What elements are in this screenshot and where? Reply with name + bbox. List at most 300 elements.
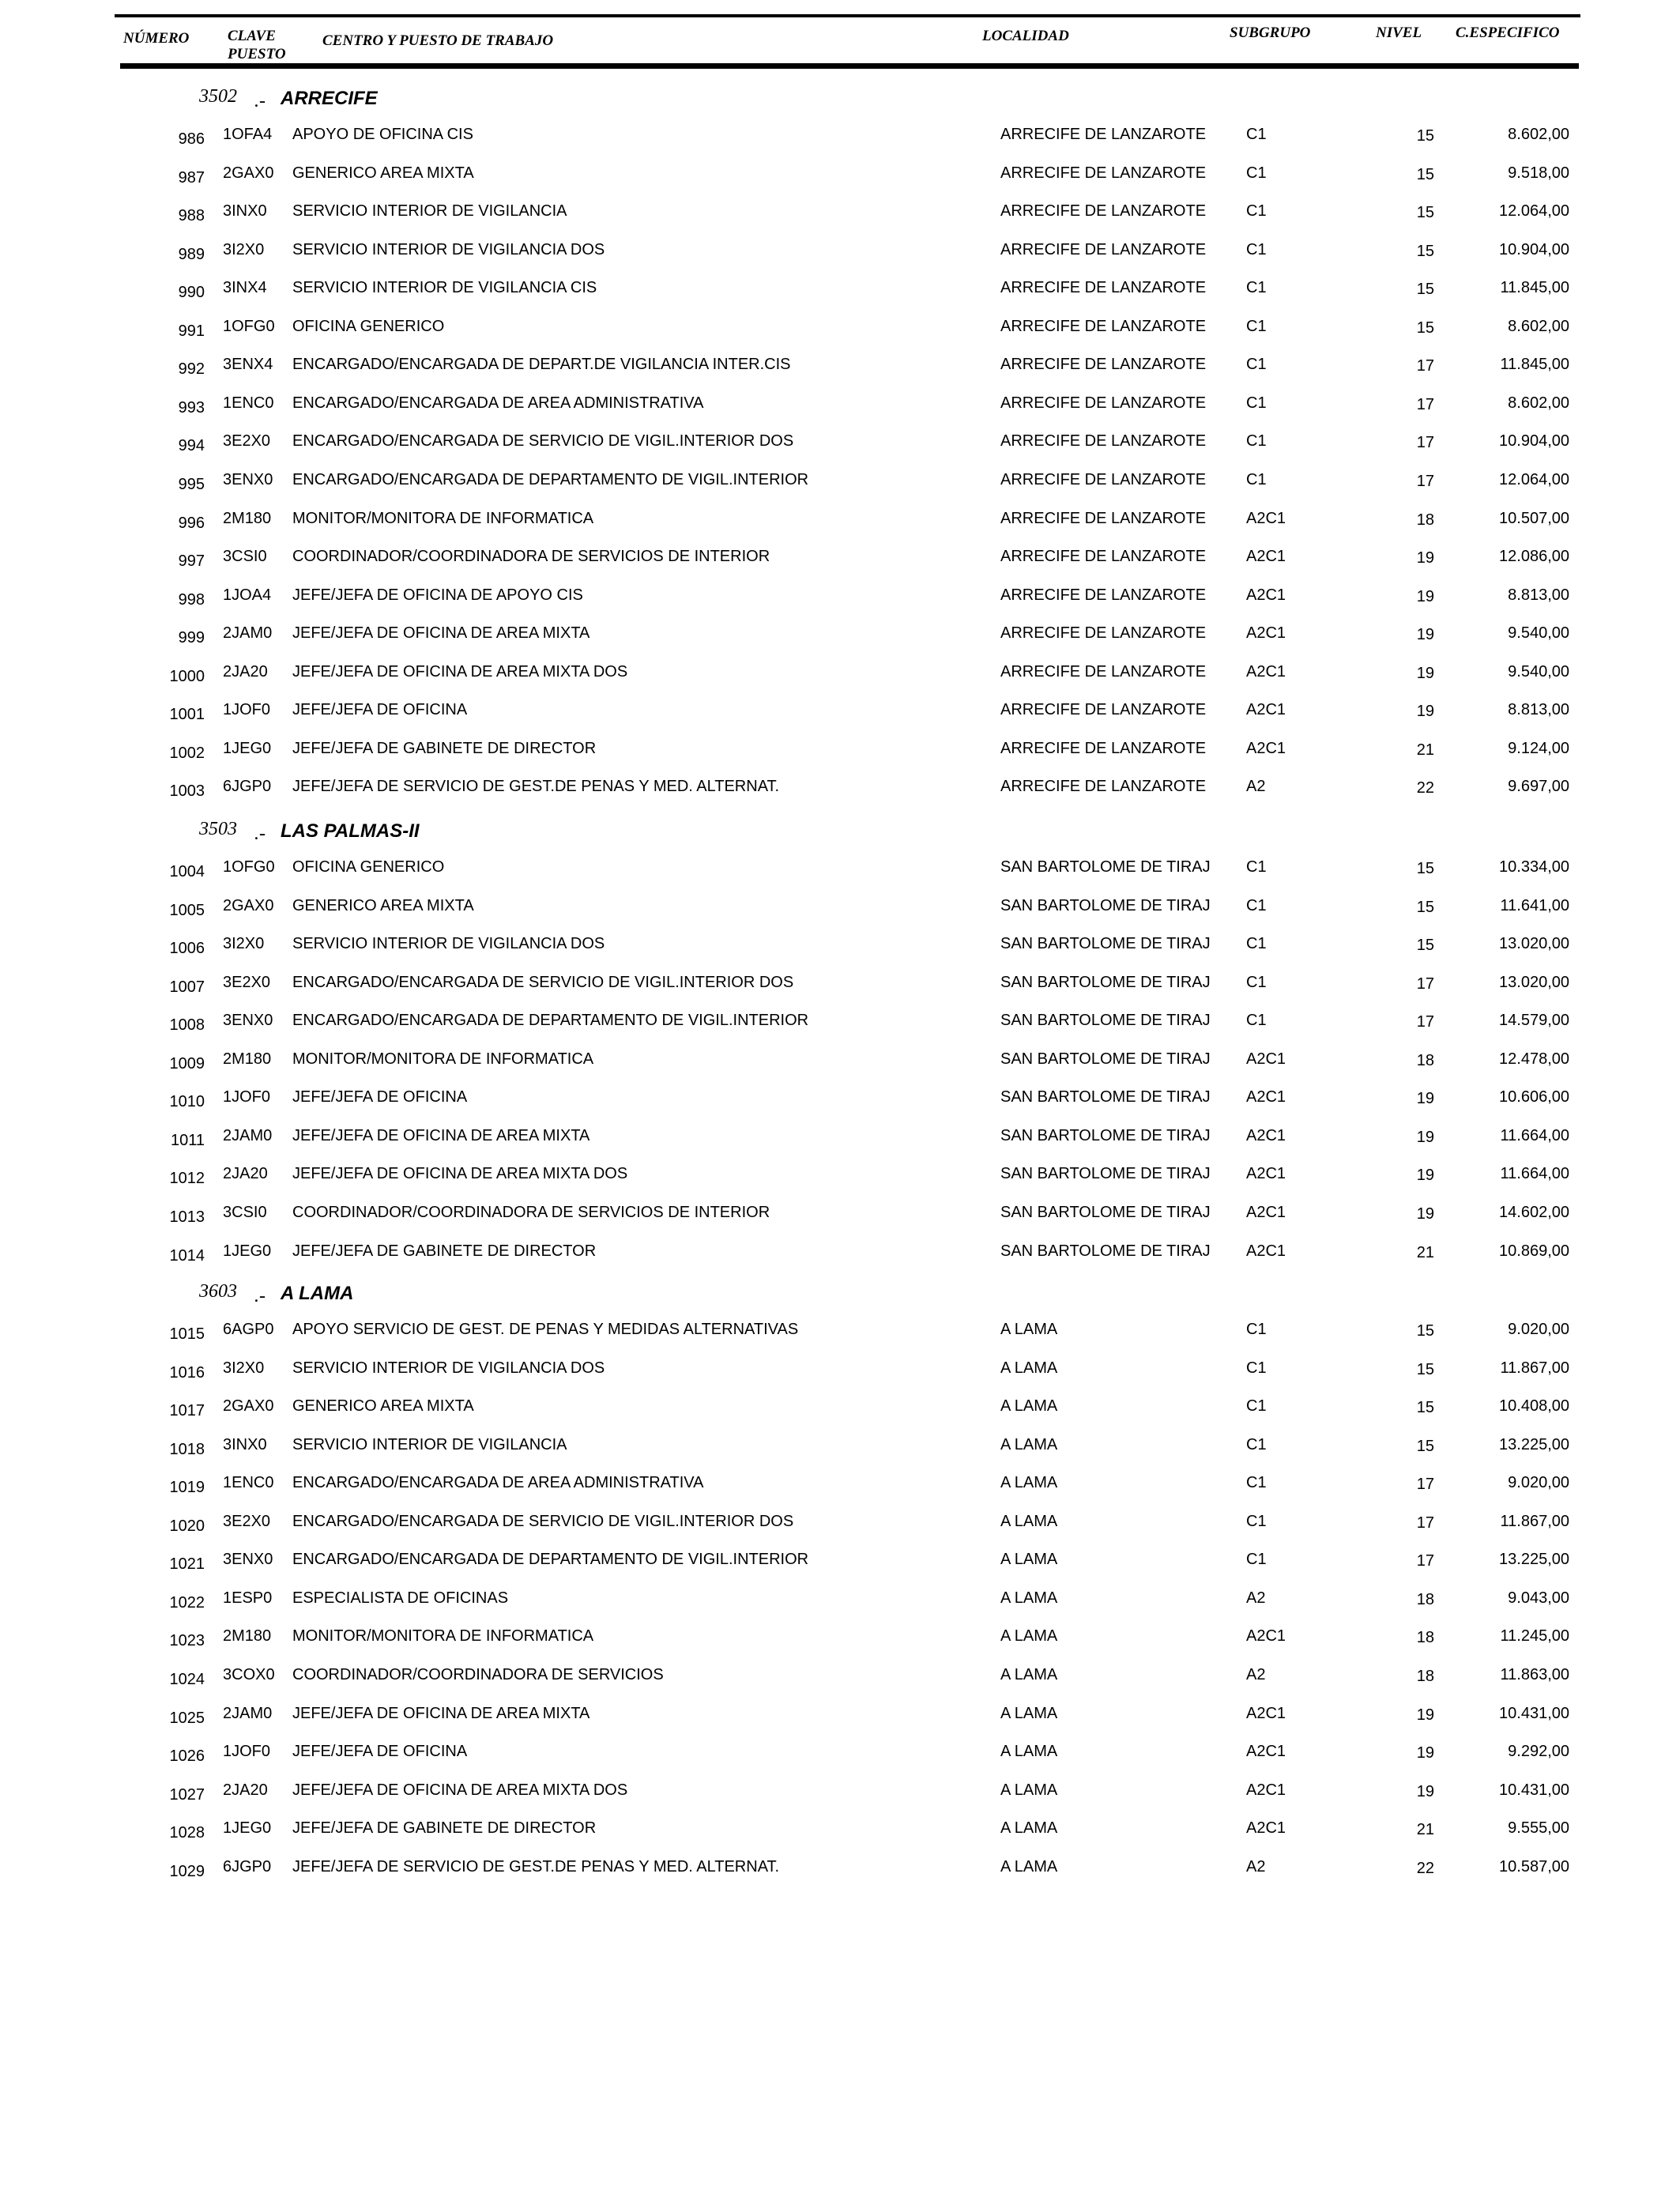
row-numero: 1021 bbox=[169, 1555, 205, 1573]
row-clave: 2M180 bbox=[223, 1050, 272, 1068]
col-header-clave-line2: PUESTO bbox=[228, 46, 286, 62]
row-localidad: SAN BARTOLOME DE TIRAJ bbox=[1000, 1204, 1211, 1221]
col-header-nivel: NIVEL bbox=[1376, 25, 1422, 41]
row-nivel: 21 bbox=[1416, 1821, 1434, 1838]
table-row bbox=[0, 974, 1680, 1008]
row-numero: 987 bbox=[178, 169, 205, 187]
row-especifico: 9.697,00 bbox=[1508, 778, 1569, 795]
row-descripcion: APOYO DE OFICINA CIS bbox=[292, 126, 473, 143]
table-row bbox=[0, 471, 1680, 506]
row-numero: 1023 bbox=[169, 1632, 205, 1649]
row-descripcion: SERVICIO INTERIOR DE VIGILANCIA DOS bbox=[292, 935, 605, 952]
row-nivel: 17 bbox=[1416, 357, 1434, 375]
row-especifico: 14.602,00 bbox=[1499, 1204, 1569, 1221]
table-row bbox=[0, 1127, 1680, 1162]
row-localidad: ARRECIFE DE LANZAROTE bbox=[1000, 318, 1207, 335]
row-especifico: 11.867,00 bbox=[1500, 1359, 1569, 1377]
row-subgrupo: A2C1 bbox=[1246, 548, 1286, 565]
row-subgrupo: A2C1 bbox=[1246, 1743, 1286, 1760]
row-especifico: 8.602,00 bbox=[1508, 318, 1569, 335]
table-row bbox=[0, 241, 1680, 276]
row-nivel: 19 bbox=[1416, 1783, 1434, 1800]
table-row bbox=[0, 1321, 1680, 1355]
row-especifico: 9.020,00 bbox=[1508, 1474, 1569, 1491]
row-subgrupo: C1 bbox=[1246, 858, 1267, 876]
row-numero: 1007 bbox=[169, 978, 205, 996]
row-nivel: 17 bbox=[1416, 396, 1434, 413]
col-header-clave-line1: CLAVE bbox=[228, 28, 276, 44]
row-clave: 3I2X0 bbox=[223, 935, 265, 952]
row-clave: 3INX0 bbox=[223, 1436, 267, 1453]
row-nivel: 15 bbox=[1416, 1361, 1434, 1378]
row-descripcion: JEFE/JEFA DE OFICINA DE AREA MIXTA bbox=[292, 624, 590, 642]
row-subgrupo: A2 bbox=[1246, 778, 1266, 795]
row-clave: 1ENC0 bbox=[223, 1474, 274, 1491]
row-numero: 1009 bbox=[169, 1055, 205, 1072]
row-localidad: ARRECIFE DE LANZAROTE bbox=[1000, 126, 1207, 143]
row-subgrupo: A2C1 bbox=[1246, 1088, 1286, 1106]
row-descripcion: ENCARGADO/ENCARGADA DE AREA ADMINISTRATIVA bbox=[292, 1474, 704, 1491]
row-subgrupo: C1 bbox=[1246, 1321, 1267, 1338]
row-nivel: 15 bbox=[1416, 243, 1434, 260]
row-nivel: 21 bbox=[1416, 1244, 1434, 1261]
row-descripcion: ENCARGADO/ENCARGADA DE SERVICIO DE VIGIL.INTERIOR DOS bbox=[292, 432, 794, 450]
row-especifico: 11.863,00 bbox=[1500, 1666, 1569, 1683]
row-descripcion: JEFE/JEFA DE SERVICIO DE GEST.DE PENAS Y MED. ALTERNAT. bbox=[292, 778, 780, 795]
row-descripcion: MONITOR/MONITORA DE INFORMATICA bbox=[292, 1050, 594, 1068]
row-localidad: A LAMA bbox=[1000, 1743, 1058, 1760]
row-descripcion: JEFE/JEFA DE SERVICIO DE GEST.DE PENAS Y MED. ALTERNAT. bbox=[292, 1858, 780, 1875]
row-subgrupo: A2C1 bbox=[1246, 1050, 1286, 1068]
row-descripcion: ENCARGADO/ENCARGADA DE DEPARTAMENTO DE VIGIL.INTERIOR bbox=[292, 1551, 809, 1568]
row-descripcion: JEFE/JEFA DE OFICINA DE APOYO CIS bbox=[292, 586, 583, 604]
row-localidad: SAN BARTOLOME DE TIRAJ bbox=[1000, 935, 1211, 952]
row-numero: 1018 bbox=[169, 1441, 205, 1458]
col-header-localidad: LOCALIDAD bbox=[982, 28, 1069, 44]
row-clave: 3I2X0 bbox=[223, 1359, 265, 1377]
table-row bbox=[0, 126, 1680, 160]
row-clave: 2JAM0 bbox=[223, 1705, 273, 1722]
table-row bbox=[0, 279, 1680, 314]
table-row bbox=[0, 1858, 1680, 1893]
row-localidad: ARRECIFE DE LANZAROTE bbox=[1000, 624, 1207, 642]
row-localidad: A LAMA bbox=[1000, 1627, 1058, 1645]
row-numero: 997 bbox=[178, 552, 205, 570]
row-clave: 1ESP0 bbox=[223, 1589, 273, 1607]
row-especifico: 9.124,00 bbox=[1508, 740, 1569, 757]
section-name: ARRECIFE bbox=[281, 88, 378, 109]
row-numero: 1008 bbox=[169, 1016, 205, 1034]
table-row bbox=[0, 740, 1680, 775]
row-especifico: 12.478,00 bbox=[1499, 1050, 1569, 1068]
section-code: 3503 bbox=[199, 819, 237, 839]
row-especifico: 10.606,00 bbox=[1499, 1088, 1569, 1106]
row-especifico: 9.555,00 bbox=[1508, 1819, 1569, 1837]
row-subgrupo: A2C1 bbox=[1246, 663, 1286, 680]
row-subgrupo: A2C1 bbox=[1246, 1627, 1286, 1645]
row-nivel: 15 bbox=[1416, 1322, 1434, 1340]
row-clave: 3E2X0 bbox=[223, 974, 271, 991]
row-nivel: 17 bbox=[1416, 434, 1434, 451]
row-nivel: 22 bbox=[1416, 1860, 1434, 1877]
row-clave: 2JA20 bbox=[223, 1781, 268, 1799]
row-clave: 2JA20 bbox=[223, 663, 268, 680]
row-clave: 1JOF0 bbox=[223, 1743, 271, 1760]
row-localidad: ARRECIFE DE LANZAROTE bbox=[1000, 471, 1207, 488]
row-especifico: 9.043,00 bbox=[1508, 1589, 1569, 1607]
row-localidad: ARRECIFE DE LANZAROTE bbox=[1000, 432, 1207, 450]
row-clave: 1JOA4 bbox=[223, 586, 272, 604]
table-row bbox=[0, 1551, 1680, 1585]
row-localidad: SAN BARTOLOME DE TIRAJ bbox=[1000, 974, 1211, 991]
row-nivel: 19 bbox=[1416, 703, 1434, 720]
row-especifico: 12.064,00 bbox=[1499, 471, 1569, 488]
row-numero: 998 bbox=[178, 591, 205, 609]
row-numero: 994 bbox=[178, 437, 205, 454]
row-descripcion: COORDINADOR/COORDINADORA DE SERVICIOS DE INTERIOR bbox=[292, 1204, 770, 1221]
row-descripcion: ENCARGADO/ENCARGADA DE AREA ADMINISTRATIVA bbox=[292, 394, 704, 412]
row-descripcion: JEFE/JEFA DE OFICINA DE AREA MIXTA DOS bbox=[292, 1165, 628, 1182]
row-subgrupo: A2C1 bbox=[1246, 510, 1286, 527]
row-nivel: 15 bbox=[1416, 281, 1434, 298]
row-descripcion: MONITOR/MONITORA DE INFORMATICA bbox=[292, 510, 594, 527]
table-row bbox=[0, 1627, 1680, 1662]
row-localidad: A LAMA bbox=[1000, 1551, 1058, 1568]
table-row bbox=[0, 1474, 1680, 1509]
row-numero: 1026 bbox=[169, 1747, 205, 1765]
row-subgrupo: A2C1 bbox=[1246, 1127, 1286, 1144]
row-descripcion: JEFE/JEFA DE OFICINA bbox=[292, 1088, 468, 1106]
row-nivel: 18 bbox=[1416, 1052, 1434, 1069]
row-descripcion: SERVICIO INTERIOR DE VIGILANCIA DOS bbox=[292, 1359, 605, 1377]
row-localidad: ARRECIFE DE LANZAROTE bbox=[1000, 548, 1207, 565]
row-localidad: SAN BARTOLOME DE TIRAJ bbox=[1000, 1127, 1211, 1144]
row-clave: 3COX0 bbox=[223, 1666, 275, 1683]
row-especifico: 13.225,00 bbox=[1499, 1551, 1569, 1568]
table-row bbox=[0, 1743, 1680, 1777]
row-descripcion: JEFE/JEFA DE GABINETE DE DIRECTOR bbox=[292, 1242, 597, 1260]
row-especifico: 8.602,00 bbox=[1508, 126, 1569, 143]
row-localidad: ARRECIFE DE LANZAROTE bbox=[1000, 279, 1207, 296]
row-especifico: 14.579,00 bbox=[1499, 1012, 1569, 1029]
row-descripcion: SERVICIO INTERIOR DE VIGILANCIA bbox=[292, 1436, 567, 1453]
row-clave: 3ENX0 bbox=[223, 1012, 273, 1029]
section-title bbox=[0, 817, 1680, 849]
section-code: 3603 bbox=[199, 1281, 237, 1302]
row-especifico: 10.431,00 bbox=[1499, 1781, 1569, 1799]
row-subgrupo: A2C1 bbox=[1246, 586, 1286, 604]
row-descripcion: JEFE/JEFA DE GABINETE DE DIRECTOR bbox=[292, 1819, 597, 1837]
row-clave: 3E2X0 bbox=[223, 432, 271, 450]
table-row bbox=[0, 586, 1680, 621]
row-subgrupo: C1 bbox=[1246, 1513, 1267, 1530]
row-especifico: 13.225,00 bbox=[1499, 1436, 1569, 1453]
row-especifico: 10.869,00 bbox=[1499, 1242, 1569, 1260]
row-nivel: 17 bbox=[1416, 1013, 1434, 1031]
row-subgrupo: C1 bbox=[1246, 1359, 1267, 1377]
row-nivel: 18 bbox=[1416, 1591, 1434, 1608]
row-subgrupo: C1 bbox=[1246, 1474, 1267, 1491]
row-nivel: 15 bbox=[1416, 860, 1434, 877]
row-numero: 1004 bbox=[169, 863, 205, 880]
row-clave: 2JAM0 bbox=[223, 1127, 273, 1144]
col-header-especifico: C.ESPECIFICO bbox=[1456, 25, 1560, 41]
section-separator: .- bbox=[254, 1286, 266, 1306]
table-row bbox=[0, 510, 1680, 545]
row-localidad: A LAMA bbox=[1000, 1513, 1058, 1530]
row-subgrupo: C1 bbox=[1246, 1397, 1267, 1415]
row-descripcion: ENCARGADO/ENCARGADA DE SERVICIO DE VIGIL.INTERIOR DOS bbox=[292, 974, 794, 991]
row-especifico: 10.334,00 bbox=[1499, 858, 1569, 876]
row-nivel: 22 bbox=[1416, 779, 1434, 797]
row-especifico: 10.904,00 bbox=[1499, 241, 1569, 258]
row-subgrupo: C1 bbox=[1246, 935, 1267, 952]
row-descripcion: COORDINADOR/COORDINADORA DE SERVICIOS DE INTERIOR bbox=[292, 548, 770, 565]
row-subgrupo: C1 bbox=[1246, 394, 1267, 412]
row-nivel: 15 bbox=[1416, 127, 1434, 145]
row-subgrupo: C1 bbox=[1246, 1436, 1267, 1453]
row-descripcion: JEFE/JEFA DE OFICINA DE AREA MIXTA bbox=[292, 1127, 590, 1144]
row-descripcion: GENERICO AREA MIXTA bbox=[292, 897, 474, 914]
row-especifico: 12.086,00 bbox=[1499, 548, 1569, 565]
col-header-clave bbox=[228, 27, 286, 63]
row-subgrupo: C1 bbox=[1246, 202, 1267, 220]
row-clave: 3CSI0 bbox=[223, 548, 267, 565]
row-nivel: 19 bbox=[1416, 588, 1434, 605]
row-nivel: 18 bbox=[1416, 1629, 1434, 1646]
row-subgrupo: A2 bbox=[1246, 1589, 1266, 1607]
table-row bbox=[0, 202, 1680, 237]
table-row bbox=[0, 1088, 1680, 1123]
row-descripcion: COORDINADOR/COORDINADORA DE SERVICIOS bbox=[292, 1666, 664, 1683]
table-row bbox=[0, 935, 1680, 970]
row-clave: 1JEG0 bbox=[223, 740, 272, 757]
row-subgrupo: A2C1 bbox=[1246, 701, 1286, 718]
row-subgrupo: A2C1 bbox=[1246, 1781, 1286, 1799]
row-descripcion: SERVICIO INTERIOR DE VIGILANCIA DOS bbox=[292, 241, 605, 258]
table-row bbox=[0, 1012, 1680, 1046]
table-row bbox=[0, 432, 1680, 467]
table-row bbox=[0, 663, 1680, 698]
row-numero: 1017 bbox=[169, 1402, 205, 1419]
row-especifico: 8.602,00 bbox=[1508, 394, 1569, 412]
row-especifico: 9.540,00 bbox=[1508, 663, 1569, 680]
row-subgrupo: C1 bbox=[1246, 1551, 1267, 1568]
table-row bbox=[0, 1513, 1680, 1547]
section-name: LAS PALMAS-II bbox=[281, 820, 420, 842]
row-numero: 993 bbox=[178, 399, 205, 417]
row-localidad: A LAMA bbox=[1000, 1781, 1058, 1799]
section-separator: .- bbox=[254, 824, 266, 844]
row-clave: 2GAX0 bbox=[223, 897, 274, 914]
row-subgrupo: C1 bbox=[1246, 318, 1267, 335]
row-localidad: ARRECIFE DE LANZAROTE bbox=[1000, 394, 1207, 412]
row-especifico: 11.664,00 bbox=[1500, 1127, 1569, 1144]
table-row bbox=[0, 394, 1680, 429]
table-row bbox=[0, 1359, 1680, 1394]
row-especifico: 13.020,00 bbox=[1499, 974, 1569, 991]
row-especifico: 9.292,00 bbox=[1508, 1743, 1569, 1760]
row-clave: 3ENX0 bbox=[223, 471, 273, 488]
row-localidad: SAN BARTOLOME DE TIRAJ bbox=[1000, 897, 1211, 914]
row-descripcion: APOYO SERVICIO DE GEST. DE PENAS Y MEDIDAS ALTERNATIVAS bbox=[292, 1321, 799, 1338]
row-especifico: 9.020,00 bbox=[1508, 1321, 1569, 1338]
row-clave: 1JEG0 bbox=[223, 1819, 272, 1837]
section-title bbox=[0, 1280, 1680, 1311]
row-localidad: ARRECIFE DE LANZAROTE bbox=[1000, 164, 1207, 182]
table-row bbox=[0, 701, 1680, 736]
row-subgrupo: A2 bbox=[1246, 1666, 1266, 1683]
row-subgrupo: C1 bbox=[1246, 241, 1267, 258]
table-row bbox=[0, 897, 1680, 932]
row-subgrupo: C1 bbox=[1246, 1012, 1267, 1029]
table-row bbox=[0, 1436, 1680, 1471]
row-localidad: A LAMA bbox=[1000, 1474, 1058, 1491]
row-numero: 999 bbox=[178, 629, 205, 647]
row-nivel: 19 bbox=[1416, 1744, 1434, 1762]
row-nivel: 17 bbox=[1416, 1514, 1434, 1532]
row-subgrupo: A2C1 bbox=[1246, 1165, 1286, 1182]
row-descripcion: JEFE/JEFA DE GABINETE DE DIRECTOR bbox=[292, 740, 597, 757]
row-nivel: 21 bbox=[1416, 741, 1434, 759]
row-numero: 1020 bbox=[169, 1517, 205, 1535]
row-numero: 1016 bbox=[169, 1364, 205, 1382]
row-numero: 1027 bbox=[169, 1786, 205, 1804]
row-especifico: 11.845,00 bbox=[1500, 279, 1569, 296]
row-subgrupo: C1 bbox=[1246, 126, 1267, 143]
row-especifico: 11.867,00 bbox=[1500, 1513, 1569, 1530]
table-row bbox=[0, 1666, 1680, 1701]
row-especifico: 11.664,00 bbox=[1500, 1165, 1569, 1182]
row-numero: 1005 bbox=[169, 902, 205, 919]
row-clave: 1JOF0 bbox=[223, 701, 271, 718]
row-clave: 6JGP0 bbox=[223, 778, 272, 795]
row-descripcion: ENCARGADO/ENCARGADA DE DEPART.DE VIGILANCIA INTER.CIS bbox=[292, 356, 791, 373]
row-nivel: 15 bbox=[1416, 1438, 1434, 1455]
row-numero: 1014 bbox=[169, 1247, 205, 1265]
table-row bbox=[0, 1242, 1680, 1277]
row-clave: 1JOF0 bbox=[223, 1088, 271, 1106]
row-clave: 1OFG0 bbox=[223, 318, 275, 335]
row-nivel: 15 bbox=[1416, 1399, 1434, 1416]
row-numero: 1010 bbox=[169, 1093, 205, 1110]
row-clave: 6AGP0 bbox=[223, 1321, 274, 1338]
row-localidad: ARRECIFE DE LANZAROTE bbox=[1000, 701, 1207, 718]
row-descripcion: SERVICIO INTERIOR DE VIGILANCIA bbox=[292, 202, 567, 220]
col-header-subgrupo: SUBGRUPO bbox=[1230, 25, 1311, 41]
row-nivel: 19 bbox=[1416, 1167, 1434, 1184]
row-subgrupo: A2C1 bbox=[1246, 1705, 1286, 1722]
row-descripcion: ESPECIALISTA DE OFICINAS bbox=[292, 1589, 509, 1607]
row-subgrupo: C1 bbox=[1246, 356, 1267, 373]
header-top-rule bbox=[115, 14, 1580, 17]
row-nivel: 19 bbox=[1416, 626, 1434, 643]
row-subgrupo: A2C1 bbox=[1246, 1819, 1286, 1837]
table-row bbox=[0, 858, 1680, 893]
row-localidad: A LAMA bbox=[1000, 1705, 1058, 1722]
row-numero: 1022 bbox=[169, 1594, 205, 1612]
row-especifico: 10.431,00 bbox=[1499, 1705, 1569, 1722]
row-especifico: 8.813,00 bbox=[1508, 701, 1569, 718]
row-nivel: 15 bbox=[1416, 319, 1434, 337]
row-localidad: A LAMA bbox=[1000, 1397, 1058, 1415]
table-row bbox=[0, 624, 1680, 659]
row-nivel: 17 bbox=[1416, 1552, 1434, 1570]
row-numero: 1029 bbox=[169, 1863, 205, 1880]
row-clave: 2M180 bbox=[223, 1627, 272, 1645]
row-subgrupo: C1 bbox=[1246, 974, 1267, 991]
row-numero: 1025 bbox=[169, 1710, 205, 1727]
row-clave: 1OFA4 bbox=[223, 126, 273, 143]
row-clave: 2JAM0 bbox=[223, 624, 273, 642]
row-subgrupo: A2 bbox=[1246, 1858, 1266, 1875]
row-nivel: 18 bbox=[1416, 1668, 1434, 1685]
row-localidad: A LAMA bbox=[1000, 1359, 1058, 1377]
row-localidad: SAN BARTOLOME DE TIRAJ bbox=[1000, 858, 1211, 876]
row-especifico: 11.641,00 bbox=[1500, 897, 1569, 914]
row-subgrupo: A2C1 bbox=[1246, 1204, 1286, 1221]
row-especifico: 12.064,00 bbox=[1499, 202, 1569, 220]
row-especifico: 13.020,00 bbox=[1499, 935, 1569, 952]
row-localidad: A LAMA bbox=[1000, 1666, 1058, 1683]
table-row bbox=[0, 356, 1680, 390]
row-nivel: 19 bbox=[1416, 1706, 1434, 1724]
row-numero: 986 bbox=[178, 130, 205, 148]
row-descripcion: ENCARGADO/ENCARGADA DE DEPARTAMENTO DE VIGIL.INTERIOR bbox=[292, 1012, 809, 1029]
col-header-numero: NÚMERO bbox=[123, 30, 190, 47]
row-nivel: 15 bbox=[1416, 166, 1434, 183]
row-clave: 3E2X0 bbox=[223, 1513, 271, 1530]
row-numero: 1011 bbox=[170, 1132, 205, 1149]
row-numero: 1024 bbox=[169, 1671, 205, 1688]
table-row bbox=[0, 1050, 1680, 1085]
row-clave: 3ENX0 bbox=[223, 1551, 273, 1568]
row-descripcion: JEFE/JEFA DE OFICINA DE AREA MIXTA bbox=[292, 1705, 590, 1722]
row-numero: 990 bbox=[178, 284, 205, 301]
row-localidad: SAN BARTOLOME DE TIRAJ bbox=[1000, 1050, 1211, 1068]
row-clave: 2M180 bbox=[223, 510, 272, 527]
table-row bbox=[0, 1819, 1680, 1854]
row-nivel: 19 bbox=[1416, 549, 1434, 567]
row-especifico: 11.845,00 bbox=[1500, 356, 1569, 373]
row-numero: 1002 bbox=[169, 745, 205, 762]
row-subgrupo: A2C1 bbox=[1246, 624, 1286, 642]
row-localidad: A LAMA bbox=[1000, 1589, 1058, 1607]
row-numero: 1006 bbox=[169, 940, 205, 957]
table-row bbox=[0, 1397, 1680, 1432]
row-numero: 996 bbox=[178, 515, 205, 532]
row-numero: 989 bbox=[178, 246, 205, 263]
row-subgrupo: C1 bbox=[1246, 279, 1267, 296]
table-row bbox=[0, 164, 1680, 199]
row-clave: 2GAX0 bbox=[223, 1397, 274, 1415]
row-localidad: SAN BARTOLOME DE TIRAJ bbox=[1000, 1088, 1211, 1106]
row-numero: 1000 bbox=[169, 668, 205, 685]
row-descripcion: ENCARGADO/ENCARGADA DE SERVICIO DE VIGIL.INTERIOR DOS bbox=[292, 1513, 794, 1530]
row-localidad: ARRECIFE DE LANZAROTE bbox=[1000, 663, 1207, 680]
row-localidad: SAN BARTOLOME DE TIRAJ bbox=[1000, 1165, 1211, 1182]
row-descripcion: GENERICO AREA MIXTA bbox=[292, 1397, 474, 1415]
row-descripcion: GENERICO AREA MIXTA bbox=[292, 164, 474, 182]
row-descripcion: OFICINA GENERICO bbox=[292, 318, 445, 335]
row-clave: 3I2X0 bbox=[223, 241, 265, 258]
row-localidad: A LAMA bbox=[1000, 1819, 1058, 1837]
row-numero: 995 bbox=[178, 476, 205, 493]
section-code: 3502 bbox=[199, 86, 237, 107]
row-localidad: SAN BARTOLOME DE TIRAJ bbox=[1000, 1012, 1211, 1029]
row-subgrupo: C1 bbox=[1246, 471, 1267, 488]
row-especifico: 8.813,00 bbox=[1508, 586, 1569, 604]
